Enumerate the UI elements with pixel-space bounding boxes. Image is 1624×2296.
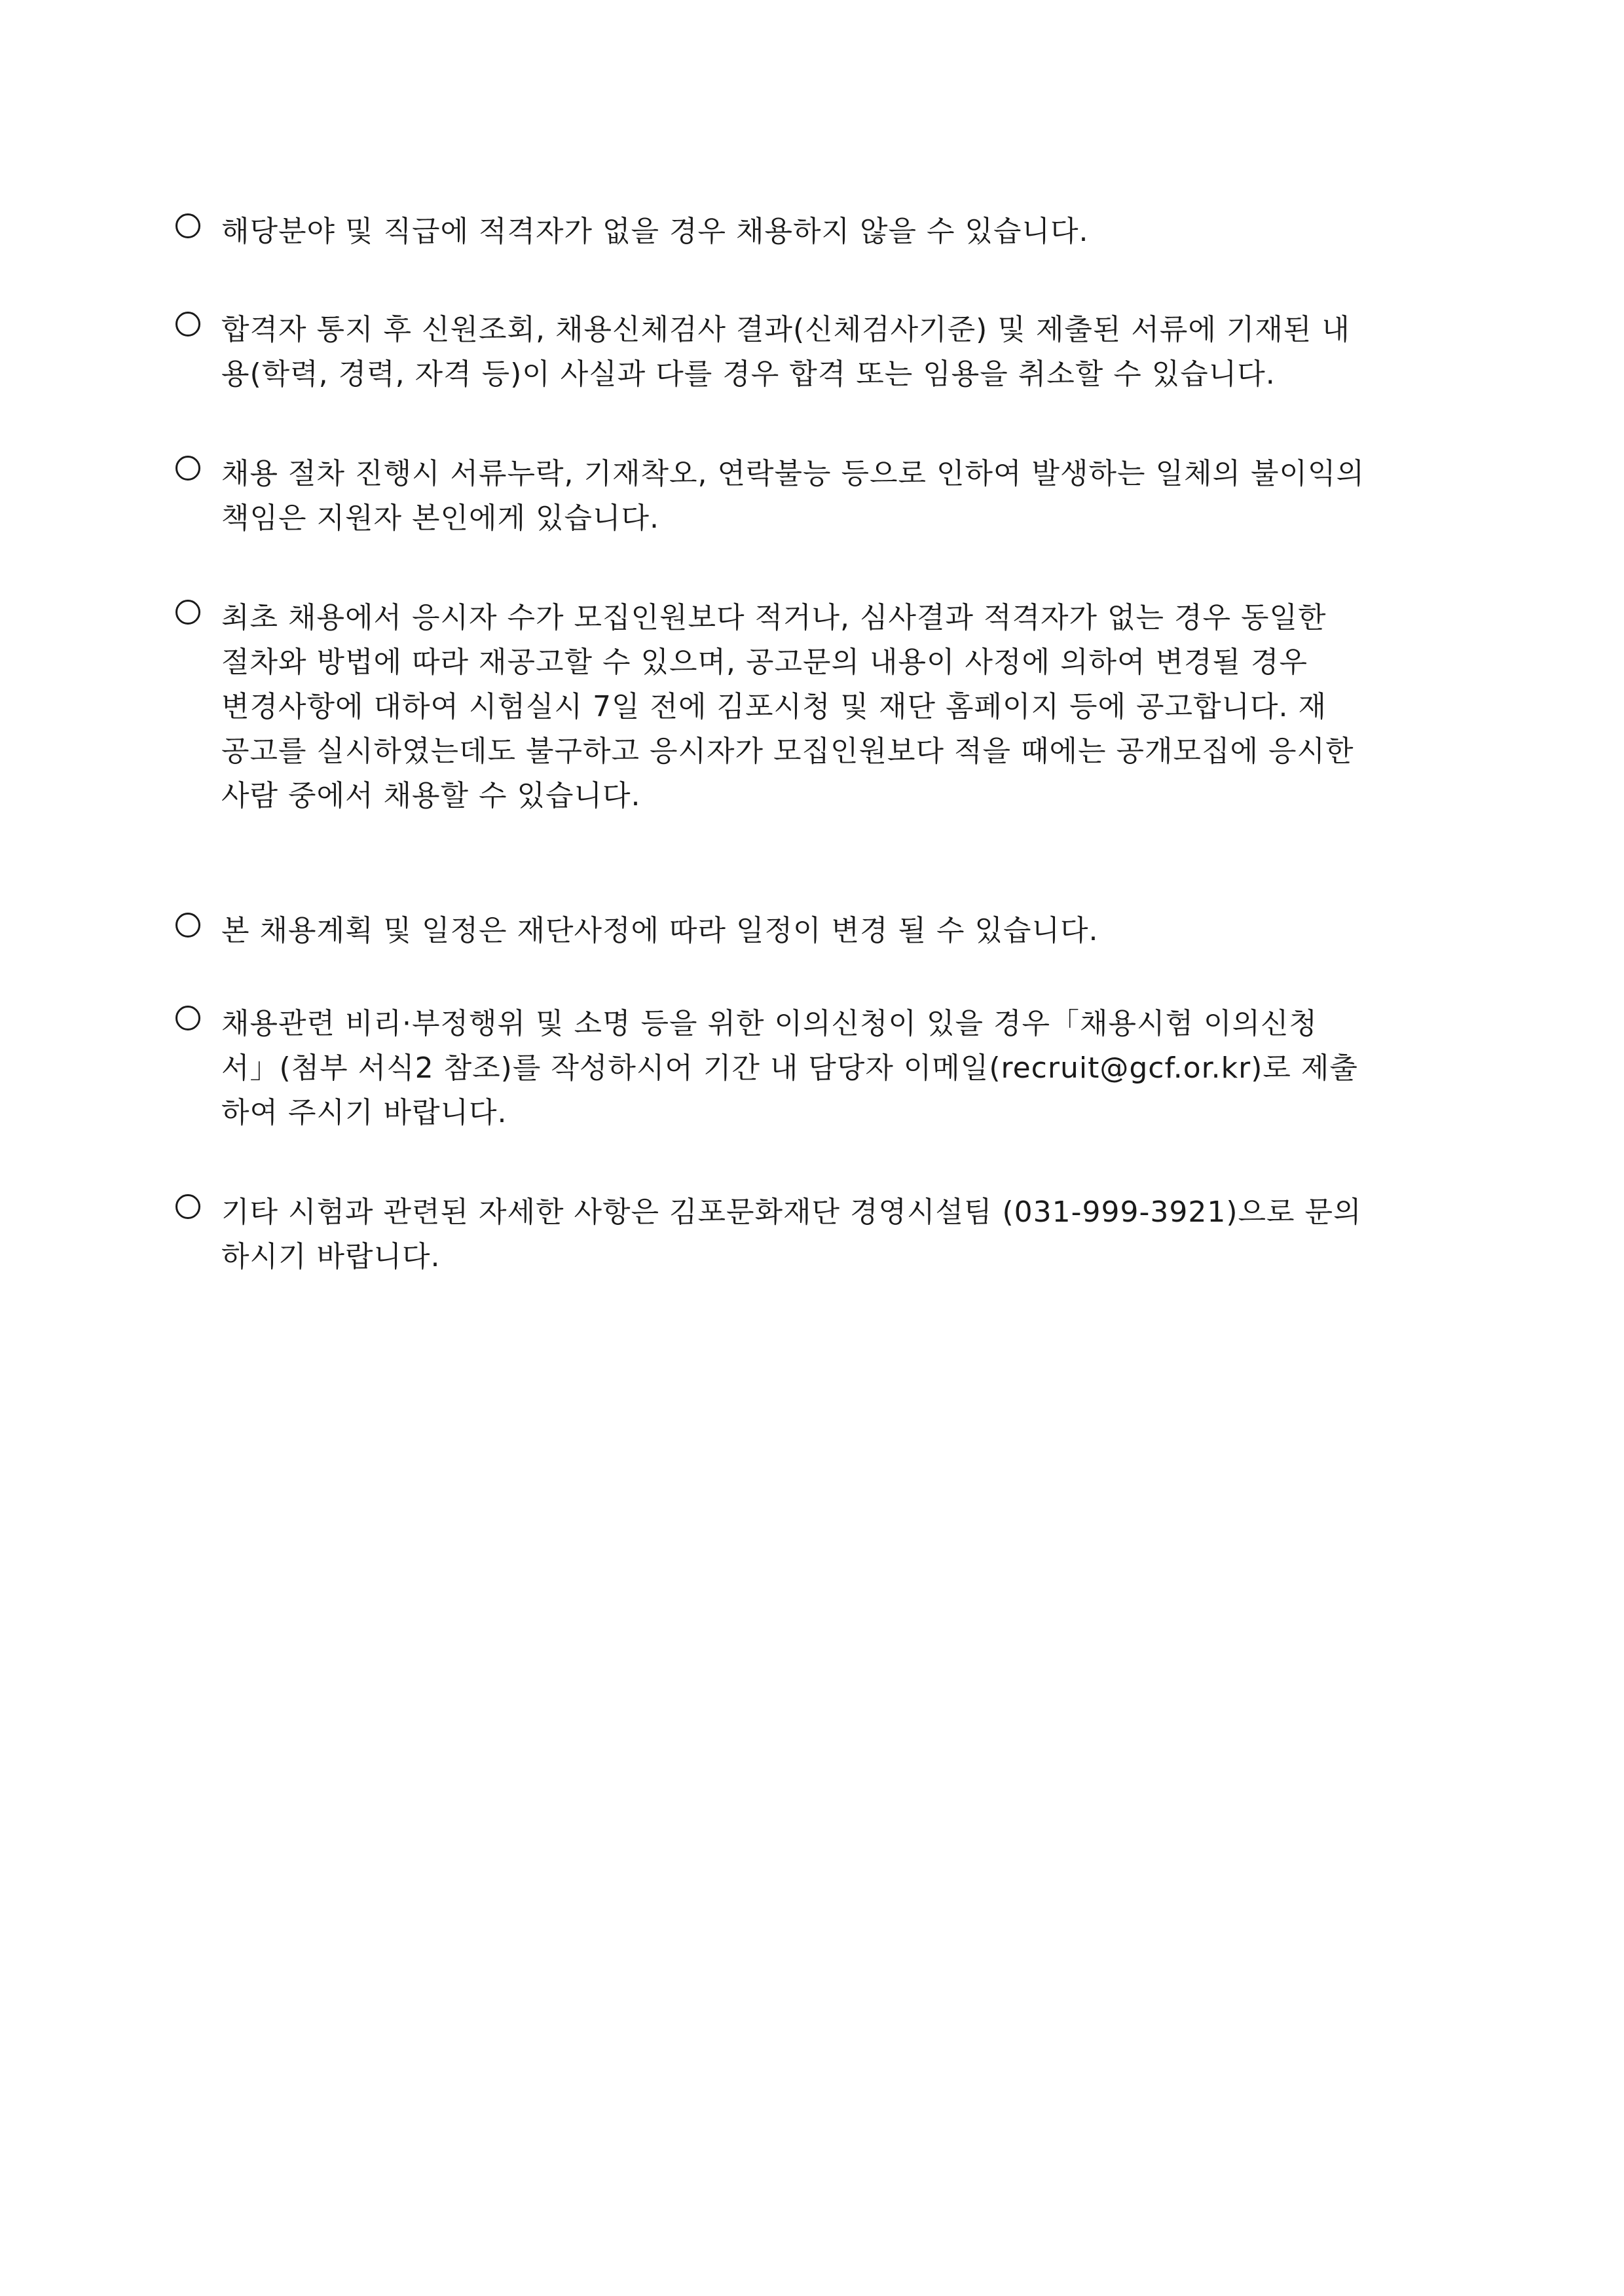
notice-line: 하시기 바랍니다. xyxy=(221,1240,441,1273)
notice-line: 사람 중에서 채용할 수 있습니다. xyxy=(221,779,641,812)
notice-line: 용(학력, 경력, 자격 등)이 사실과 다를 경우 합격 또는 임용을 취소할 수 있습니다. xyxy=(221,357,1276,391)
notice-line: 변경사항에 대하여 시험실시 7일 전에 김포시청 및 재단 홈페이지 등에 공고합니다. 재 xyxy=(221,690,1327,723)
notice-item-objection-filing xyxy=(175,1002,1492,1135)
notice-item-contact-inquiry xyxy=(175,1190,1492,1279)
notice-item-applicant-responsibility xyxy=(175,452,1492,541)
circle-bullet-icon xyxy=(175,600,200,625)
notice-line: 채용관련 비리·부정행위 및 소명 등을 위한 이의신청이 있을 경우「채용시험 이의신청 xyxy=(221,1007,1318,1040)
notice-line: 합격자 통지 후 신원조회, 채용신체검사 결과(신체검사기준) 및 제출된 서류에 기재된 내 xyxy=(221,313,1350,346)
notice-item-schedule-change xyxy=(175,909,1492,953)
notice-line: 기타 시험과 관련된 자세한 사항은 김포문화재단 경영시설팀 (031-999-3921)으로 문의 xyxy=(221,1195,1362,1229)
notice-line: 절차와 방법에 따라 재공고할 수 있으며, 공고문의 내용이 사정에 의하여 변경될 경우 xyxy=(221,646,1308,679)
notice-line: 본 채용계획 및 일정은 재단사정에 따라 일정이 변경 될 수 있습니다. xyxy=(221,914,1099,947)
circle-bullet-icon xyxy=(175,213,200,238)
circle-bullet-icon xyxy=(175,312,200,337)
notice-line: 공고를 실시하였는데도 불구하고 응시자가 모집인원보다 적을 때에는 공개모집에 응시한 xyxy=(221,735,1354,768)
notice-line: 서」(첨부 서식2 참조)를 작성하시어 기간 내 담당자 이메일(recruit@gcf.or.kr)로 제출 xyxy=(221,1051,1358,1085)
notice-line: 하여 주시기 바랍니다. xyxy=(221,1096,507,1129)
circle-bullet-icon xyxy=(175,1194,200,1219)
notice-item-cancellation xyxy=(175,308,1492,397)
circle-bullet-icon xyxy=(175,913,200,938)
notice-item-no-qualified-applicant xyxy=(175,210,1492,254)
notice-item-re-announcement xyxy=(175,596,1492,818)
notice-line: 책임은 지원자 본인에게 있습니다. xyxy=(221,501,659,535)
circle-bullet-icon xyxy=(175,1006,200,1030)
notice-line: 채용 절차 진행시 서류누락, 기재착오, 연락불능 등으로 인하여 발생하는 일체의 불이익의 xyxy=(221,457,1365,490)
notice-line: 최초 채용에서 응시자 수가 모집인원보다 적거나, 심사결과 적격자가 없는 경우 동일한 xyxy=(221,601,1327,634)
circle-bullet-icon xyxy=(175,456,200,481)
notice-line: 해당분야 및 직급에 적격자가 없을 경우 채용하지 않을 수 있습니다. xyxy=(221,215,1089,248)
